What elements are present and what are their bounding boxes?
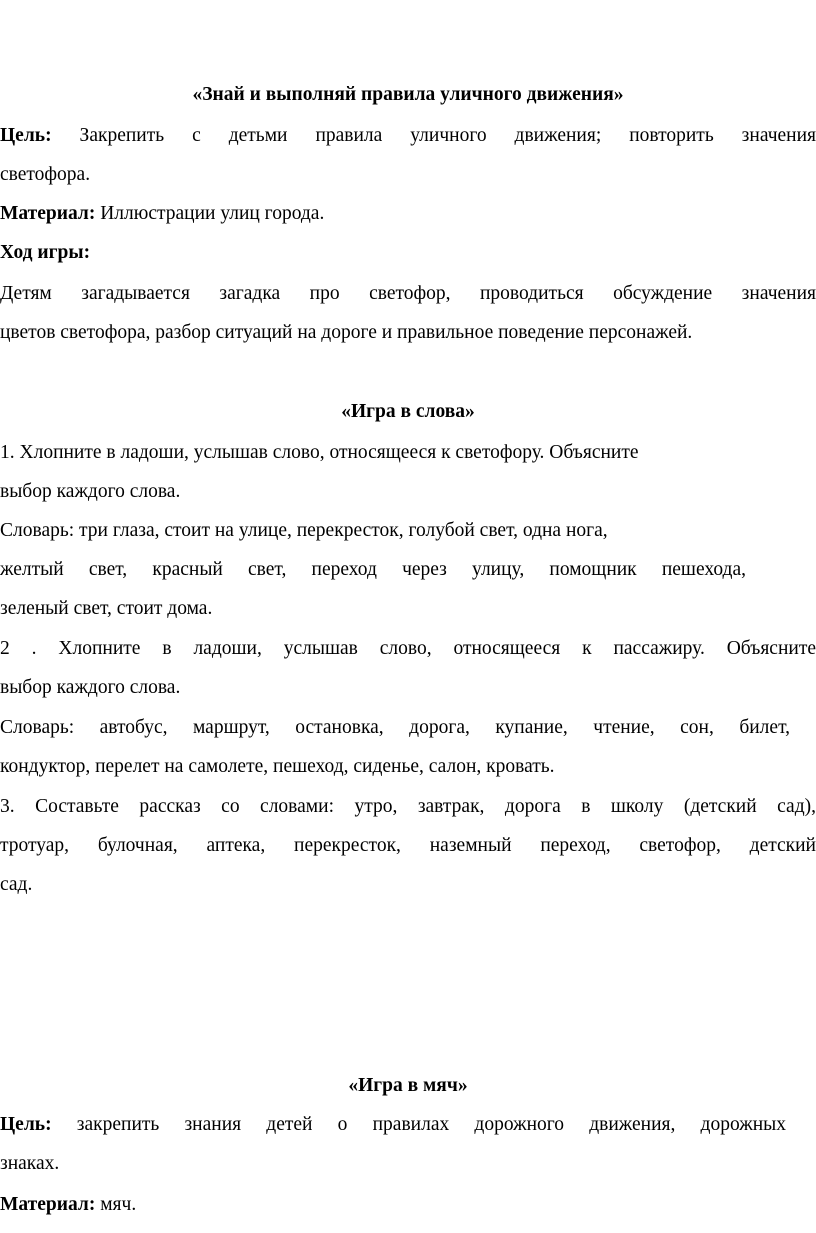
section2-title: «Игра в слова»: [341, 401, 475, 422]
section1-goal-label: Цель:: [0, 125, 52, 146]
section3-goal-label: Цель:: [0, 1114, 52, 1135]
section2-vocab1-line1: Словарь: три глаза, стоит на улице, перекресток, голубой свет, одна нога,: [0, 520, 608, 541]
section1-process-label-text: Ход игры:: [0, 242, 91, 263]
section2-item1-line1: 1. Хлопните в ладоши, услышав слово, относящееся к светофору. Объясните: [0, 442, 639, 463]
section2-item3-line2: тротуар, булочная, аптека, перекресток, наземный переход, светофор, детский: [0, 835, 816, 856]
section1-material: [0, 199, 816, 229]
section1-process-line2: цветов светофора, разбор ситуаций на дороге и правильное поведение персонажей.: [0, 322, 693, 343]
section2-vocab1-line3: зеленый свет, стоит дома.: [0, 598, 213, 619]
section2-vocab1-line2: желтый свет, красный свет, переход через улицу, помощник пешехода,: [0, 559, 746, 580]
section3-material-text: мяч.: [100, 1194, 137, 1215]
section1-process-label: [0, 238, 816, 268]
section2-item2-line2: выбор каждого слова.: [0, 677, 181, 698]
section2-vocab2-line1: Словарь: автобус, маршрут, остановка, дорога, купание, чтение, сон, билет,: [0, 717, 790, 738]
section1-goal-text: Закрепить с детьми правила уличного движения; повторить значения: [79, 125, 816, 146]
section2-item3-line1: 3. Составьте рассказ со словами: утро, завтрак, дорога в школу (детский сад),: [0, 796, 816, 817]
section2-vocab2-line2: кондуктор, перелет на самолете, пешеход, сиденье, салон, кровать.: [0, 756, 555, 777]
section3-goal-line1: [0, 1110, 786, 1140]
section3-material-label: Материал:: [0, 1194, 96, 1215]
section3-goal-text: закрепить знания детей о правилах дорожного движения, дорожных: [76, 1114, 786, 1135]
section3-title: «Игра в мяч»: [348, 1075, 468, 1096]
section1-process-line1: Детям загадывается загадка про светофор, проводиться обсуждение значения: [0, 283, 816, 304]
section3-material: [0, 1190, 816, 1220]
section1-material-text: Иллюстрации улиц города.: [100, 203, 325, 224]
section1-goal-line2: светофора.: [0, 164, 91, 185]
section2-item1-line2: выбор каждого слова.: [0, 481, 181, 502]
section2-item2-line1: 2 . Хлопните в ладоши, услышав слово, относящееся к пассажиру. Объясните: [0, 638, 816, 659]
section1-material-label: Материал:: [0, 203, 96, 224]
section2-item3-line3: сад.: [0, 874, 33, 895]
section1-goal-line1: [0, 121, 816, 151]
section1-title: «Знай и выполняй правила уличного движения»: [192, 84, 624, 105]
section3-goal-line2: знаках.: [0, 1153, 60, 1174]
